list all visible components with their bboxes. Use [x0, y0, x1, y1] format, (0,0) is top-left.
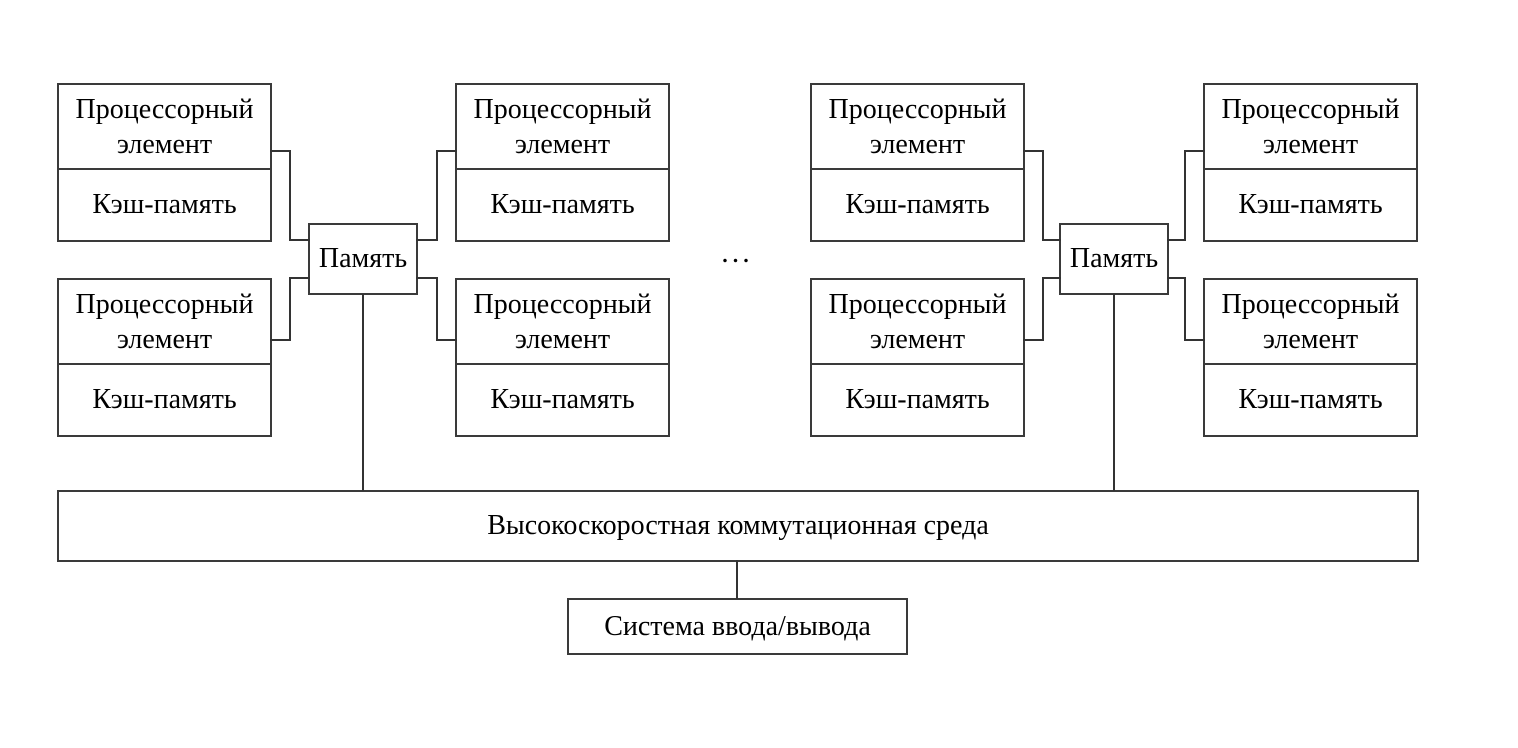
processor-element-box	[810, 83, 1025, 242]
connector-line	[436, 150, 457, 152]
processor-element-label: Процессорный элемент	[812, 280, 1023, 365]
bus-io-connector-line	[736, 560, 738, 599]
connector-line	[289, 277, 310, 279]
processor-element-box	[1203, 83, 1418, 242]
connector-line	[1042, 277, 1061, 279]
memory-bus-drop-line	[362, 294, 364, 491]
connector-line	[1167, 277, 1186, 279]
connector-line	[1042, 277, 1044, 341]
processor-element-label: Процессорный элемент	[59, 85, 270, 170]
connector-line	[1184, 150, 1186, 241]
connector-line	[1184, 150, 1205, 152]
connector-line	[1184, 339, 1205, 341]
interconnect-bar	[57, 490, 1419, 562]
connector-line	[1042, 239, 1061, 241]
memory-box: Память	[308, 223, 418, 295]
connector-line	[270, 339, 291, 341]
connector-line	[436, 277, 438, 341]
processor-element-label: Процессорный элемент	[457, 85, 668, 170]
cache-memory-label: Кэш-память	[1238, 384, 1383, 415]
cache-memory-label: Кэш-память	[490, 384, 635, 415]
processor-element-label: Процессорный элемент	[59, 280, 270, 365]
connector-line	[1042, 150, 1044, 241]
processor-element-box	[57, 83, 272, 242]
connector-line	[1023, 150, 1044, 152]
memory-bus-drop-line	[1113, 294, 1115, 491]
processor-element-box	[57, 278, 272, 437]
cache-memory-label: Кэш-память	[845, 384, 990, 415]
processor-element-label: Процессорный элемент	[812, 85, 1023, 170]
connector-line	[270, 150, 291, 152]
connector-line	[1167, 239, 1186, 241]
processor-element-label: Процессорный элемент	[457, 280, 668, 365]
processor-element-box	[455, 83, 670, 242]
processor-element-box	[455, 278, 670, 437]
connector-line	[289, 277, 291, 341]
connector-line	[289, 239, 310, 241]
connector-line	[436, 150, 438, 241]
cache-memory-label: Кэш-память	[92, 189, 237, 220]
processor-element-label: Процессорный элемент	[1205, 280, 1416, 365]
connector-line	[416, 239, 438, 241]
connector-line	[289, 150, 291, 241]
connector-line	[436, 339, 457, 341]
memory-box: Память	[1059, 223, 1169, 295]
cache-memory-label: Кэш-память	[1238, 189, 1383, 220]
processor-element-box	[1203, 278, 1418, 437]
processor-element-box	[810, 278, 1025, 437]
interconnect-label: Высокоскоростная коммутационная среда	[487, 510, 989, 541]
cache-memory-label: Кэш-память	[845, 189, 990, 220]
cache-memory-label: Кэш-память	[490, 189, 635, 220]
connector-line	[416, 277, 438, 279]
connector-line	[1184, 277, 1186, 341]
connector-line	[1023, 339, 1044, 341]
processor-element-label: Процессорный элемент	[1205, 85, 1416, 170]
cache-memory-label: Кэш-память	[92, 384, 237, 415]
io-system-box: Система ввода/вывода	[567, 598, 908, 655]
ellipsis-more-clusters: ...	[721, 236, 753, 269]
